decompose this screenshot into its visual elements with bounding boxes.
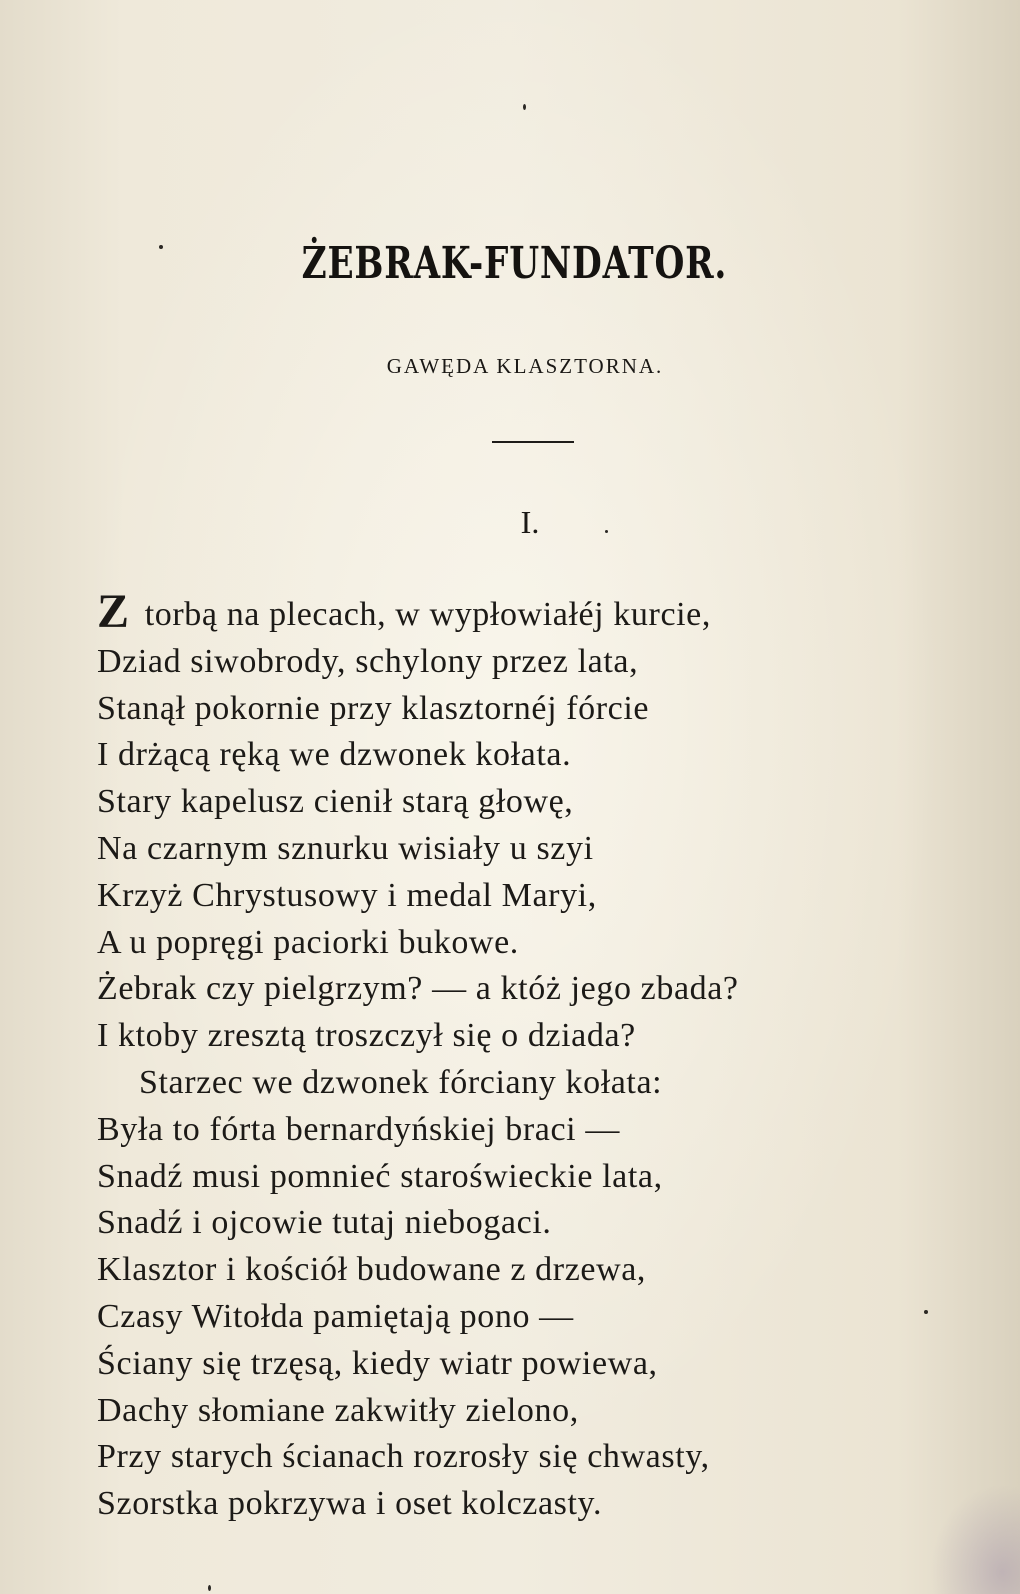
poem-line: Snadź musi pomnieć staroświeckie lata, (97, 1157, 663, 1195)
poem-line: Stanął pokornie przy klasztornéj fórcie (97, 689, 650, 727)
poem-line-text: torbą na plecach, w wypłowiałéj kurcie, (144, 596, 711, 633)
page-subtitle: GAWĘDA KLASZTORNA. (386, 354, 664, 378)
ink-speck (924, 1310, 928, 1314)
page-stain (930, 1484, 1020, 1594)
poem-line: Żebrak czy pielgrzym? — a któż jego zbada? (97, 970, 739, 1008)
section-number: I. (520, 504, 540, 540)
drop-cap: Z (97, 585, 130, 638)
poem-line: Krzyż Chrystusowy i medal Maryi, (97, 876, 597, 914)
poem-line: Przy starych ścianach rozrosły się chwasty, (97, 1438, 710, 1476)
ink-speck (208, 1585, 211, 1591)
ink-speck (523, 104, 526, 110)
poem-line: Stary kapelusz cienił starą głowę, (97, 783, 574, 821)
poem-line: Snadź i ojcowie tutaj niebogaci. (97, 1204, 552, 1242)
poem-line: Czasy Witołda pamiętają pono — (97, 1297, 574, 1335)
poem-line: Była to fórta bernardyńskiej braci — (97, 1110, 620, 1148)
poem-line: A u popręgi paciorki bukowe. (97, 923, 519, 961)
poem-line: Dachy słomiane zakwitły zielono, (97, 1391, 579, 1429)
poem-line: I drżącą ręką we dzwonek kołata. (97, 736, 572, 774)
poem-line (97, 585, 917, 639)
poem-line: Ściany się trzęsą, kiedy wiatr powiewa, (97, 1344, 658, 1382)
poem-line: Na czarnym sznurku wisiały u szyi (97, 829, 594, 867)
poem-line: Dziad siwobrody, schylony przez lata, (97, 642, 639, 680)
poem-line: Szorstka pokrzywa i oset kolczasty. (97, 1485, 603, 1523)
poem-line: Starzec we dzwonek fórciany kołata: (139, 1063, 663, 1101)
poem-line: I ktoby zresztą troszczył się o dziada? (97, 1017, 636, 1055)
poem-line: Klasztor i kościół budowane z drzewa, (97, 1251, 647, 1289)
title-divider (492, 441, 574, 443)
poem-body (97, 585, 917, 1528)
page-title: ŻEBRAK-FUNDATOR. (301, 238, 728, 289)
